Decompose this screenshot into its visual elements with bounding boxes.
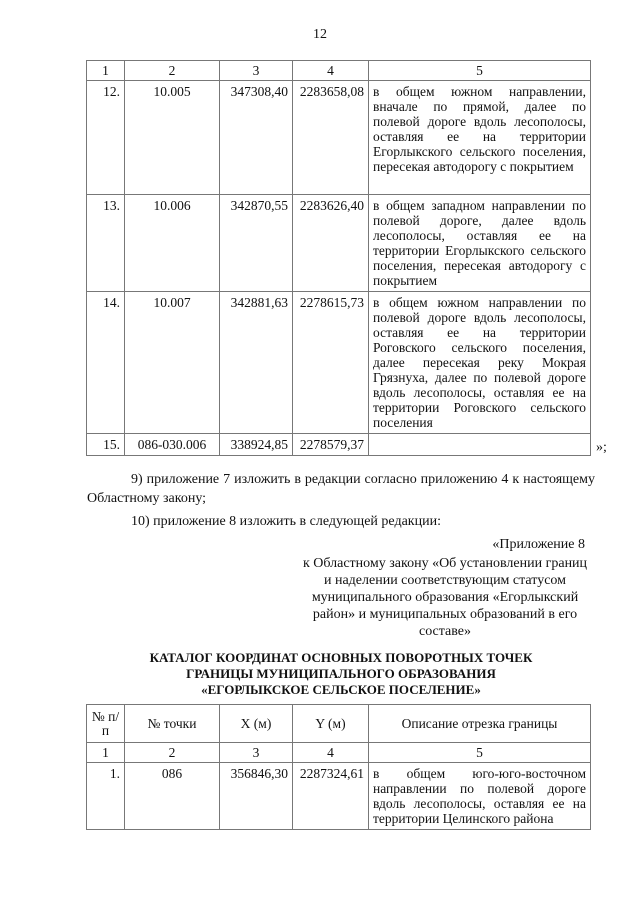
point-number: 10.007 <box>125 292 220 434</box>
segment-description: в общем южном направлении по полевой дороге вдоль лесополосы, оставляя ее на территории Роговского сельского поселения, далее пересекая реку Мокрая Грязнуха, далее по полевой дороге вдоль лесополосы, оставляя ее на территории Роговского сельского поселения <box>369 292 591 434</box>
row-index: 13. <box>87 195 125 292</box>
x-coordinate: 342881,63 <box>220 292 293 434</box>
table-header-row <box>87 61 591 81</box>
column-number: 2 <box>125 743 220 763</box>
column-number: 4 <box>293 61 369 81</box>
column-number: 3 <box>220 743 293 763</box>
row-index: 14. <box>87 292 125 434</box>
column-header: № точки <box>125 705 220 743</box>
row-index: 15. <box>87 434 125 456</box>
y-coordinate: 2283658,08 <box>293 81 369 195</box>
catalog-table <box>86 704 591 830</box>
segment-description: в общем юго-юго-восточном направлении по полевой дороге вдоль лесополосы, оставляя ее на территории Целинского района <box>369 763 591 830</box>
paragraph-10: 10) приложение 8 изложить в следующей редакции: <box>131 514 441 529</box>
point-number: 086-030.006 <box>125 434 220 456</box>
row-index: 12. <box>87 81 125 195</box>
table-row <box>87 763 591 830</box>
column-number: 1 <box>87 743 125 763</box>
point-number: 10.005 <box>125 81 220 195</box>
table-row <box>87 434 591 456</box>
page-number: 12 <box>313 27 327 42</box>
column-number: 2 <box>125 61 220 81</box>
appendix-title: «Приложение 8 <box>492 537 585 552</box>
table-number-row <box>87 743 591 763</box>
segment-description <box>369 434 591 456</box>
x-coordinate: 356846,30 <box>220 763 293 830</box>
point-number: 086 <box>125 763 220 830</box>
column-number: 5 <box>369 61 591 81</box>
column-number: 5 <box>369 743 591 763</box>
y-coordinate: 2287324,61 <box>293 763 369 830</box>
appendix-reference: к Областному закону «Об установлении границ и наделении соответствующим статусом муниципального образования «Егорлыкский район» и муниципальных образований в его составе» <box>302 556 588 639</box>
catalog-title-line-1: КАТАЛОГ КООРДИНАТ ОСНОВНЫХ ПОВОРОТНЫХ ТОЧЕК <box>149 650 533 665</box>
x-coordinate: 347308,40 <box>220 81 293 195</box>
closing-quote: »; <box>596 440 607 455</box>
table-row <box>87 292 591 434</box>
column-number: 3 <box>220 61 293 81</box>
catalog-title-line-3: «ЕГОРЛЫКСКОЕ СЕЛЬСКОЕ ПОСЕЛЕНИЕ» <box>201 682 481 697</box>
table-row <box>87 81 591 195</box>
column-number: 4 <box>293 743 369 763</box>
x-coordinate: 342870,55 <box>220 195 293 292</box>
catalog-title-line-2: ГРАНИЦЫ МУНИЦИПАЛЬНОГО ОБРАЗОВАНИЯ <box>186 666 496 681</box>
table-row <box>87 195 591 292</box>
column-number: 1 <box>87 61 125 81</box>
column-header: Y (м) <box>293 705 369 743</box>
x-coordinate: 338924,85 <box>220 434 293 456</box>
y-coordinate: 2283626,40 <box>293 195 369 292</box>
paragraph-9: 9) приложение 7 изложить в редакции согласно приложению 4 к настоящему Областному закону; <box>87 472 595 506</box>
column-header: X (м) <box>220 705 293 743</box>
row-index: 1. <box>87 763 125 830</box>
table-header-row <box>87 705 591 743</box>
y-coordinate: 2278579,37 <box>293 434 369 456</box>
y-coordinate: 2278615,73 <box>293 292 369 434</box>
column-header: № п/п <box>87 705 125 743</box>
coordinates-table-continued <box>86 60 591 456</box>
column-header: Описание отрезка границы <box>369 705 591 743</box>
segment-description: в общем западном направлении по полевой дороге, далее вдоль лесополосы, оставляя ее на территории Егорлыкского сельского поселения, пересекая автодорогу с покрытием <box>369 195 591 292</box>
point-number: 10.006 <box>125 195 220 292</box>
segment-description: в общем южном направлении, вначале по прямой, далее по полевой дороге вдоль лесополосы, оставляя ее на территории Егорлыкского сельского поселения, пересекая автодорогу с покрытием <box>369 81 591 195</box>
